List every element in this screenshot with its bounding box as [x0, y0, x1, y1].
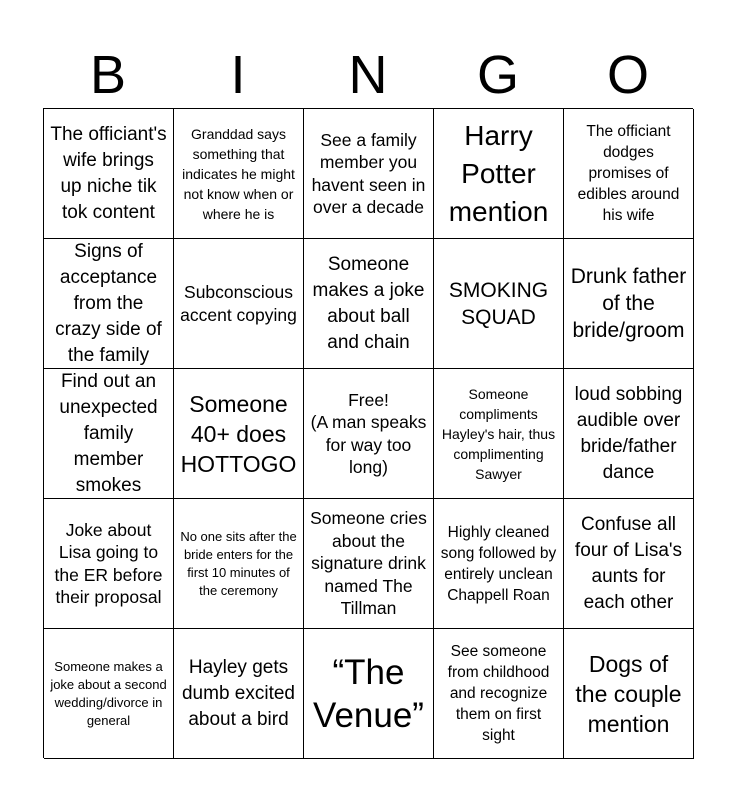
bingo-cell[interactable]: Someone 40+ does HOTTOGO — [174, 369, 304, 499]
bingo-header — [43, 44, 693, 106]
bingo-cell[interactable]: No one sits after the bride enters for the first 10 minutes of the ceremony — [174, 499, 304, 629]
bingo-cell[interactable]: loud sobbing audible over bride/father dance — [564, 369, 694, 499]
bingo-cell[interactable]: Granddad says something that indicates he might not know when or where he is — [174, 109, 304, 239]
bingo-cell[interactable]: Confuse all four of Lisa's aunts for each other — [564, 499, 694, 629]
bingo-cell[interactable]: Hayley gets dumb excited about a bird — [174, 629, 304, 759]
bingo-cell[interactable]: SMOKING SQUAD — [434, 239, 564, 369]
header-letter-g: G — [476, 45, 519, 105]
bingo-cell[interactable]: Find out an unexpected family member smokes — [44, 369, 174, 499]
bingo-cell[interactable]: See a family member you havent seen in over a decade — [304, 109, 434, 239]
bingo-cell[interactable]: Signs of acceptance from the crazy side of the family — [44, 239, 174, 369]
bingo-cell[interactable]: Harry Potter mention — [434, 109, 564, 239]
bingo-cell[interactable]: Someone cries about the signature drink named The Tillman — [304, 499, 434, 629]
bingo-cell[interactable]: “The Venue” — [304, 629, 434, 759]
bingo-grid — [43, 108, 693, 758]
header-letter-i: I — [230, 45, 246, 105]
bingo-cell[interactable]: Highly cleaned song followed by entirely unclean Chappell Roan — [434, 499, 564, 629]
bingo-cell[interactable]: Someone makes a joke about a second wedding/divorce in general — [44, 629, 174, 759]
bingo-cell[interactable]: The officiant dodges promises of edibles around his wife — [564, 109, 694, 239]
bingo-cell[interactable]: See someone from childhood and recognize them on first sight — [434, 629, 564, 759]
header-letter-o: O — [606, 45, 649, 105]
bingo-cell[interactable]: Joke about Lisa going to the ER before their proposal — [44, 499, 174, 629]
bingo-cell[interactable]: Dogs of the couple mention — [564, 629, 694, 759]
bingo-cell[interactable]: Free! (A man speaks for way too long) — [304, 369, 434, 499]
bingo-cell[interactable]: Someone compliments Hayley's hair, thus complimenting Sawyer — [434, 369, 564, 499]
header-letter-b: B — [89, 45, 127, 105]
bingo-cell[interactable]: Subconscious accent copying — [174, 239, 304, 369]
header-letter-n: N — [348, 45, 388, 105]
bingo-cell[interactable]: Drunk father of the bride/groom — [564, 239, 694, 369]
bingo-cell[interactable]: Someone makes a joke about ball and chain — [304, 239, 434, 369]
bingo-cell[interactable]: The officiant's wife brings up niche tik tok content — [44, 109, 174, 239]
